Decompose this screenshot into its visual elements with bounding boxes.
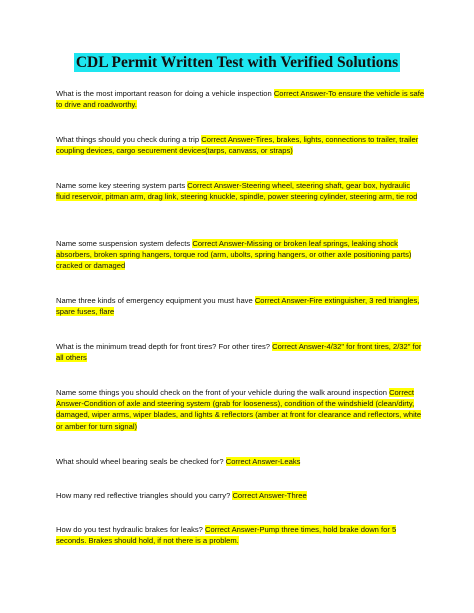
question-text: What is the most important reason for doing a vehicle inspection — [56, 89, 272, 98]
answer-text: Correct Answer-Leaks — [225, 457, 301, 466]
answer-text: Correct Answer-Three — [232, 491, 307, 500]
question-text: Name some suspension system defects — [56, 239, 191, 248]
qa-item — [56, 456, 426, 467]
question-text: Name some things you should check on the front of your vehicle during the walk around inspection — [56, 388, 387, 397]
qa-item — [56, 387, 426, 432]
question-text: Name three kinds of emergency equipment you must have — [56, 296, 253, 305]
answer-text: Correct Answer-4/32" for front tires, 2/32" for all others — [56, 342, 422, 363]
qa-item — [56, 524, 426, 546]
qa-item — [56, 295, 426, 317]
answer-text: Correct Answer-Missing or broken leaf springs, leaking shock absorbers, broken spring hangers, torque rod (arm, ubolts, spring hangers, or other axle positioning parts) cracked or damaged — [56, 239, 412, 271]
question-text: How do you test hydraulic brakes for leaks? — [56, 525, 203, 534]
answer-text: Correct Answer-To ensure the vehicle is safe to drive and roadworthy. — [56, 89, 425, 110]
qa-item — [56, 341, 426, 363]
question-text: What is the minimum tread depth for front tires? For other tires? — [56, 342, 270, 351]
qa-item — [56, 238, 426, 272]
answer-text: Correct Answer-Fire extinguisher, 3 red triangles, spare fuses, flare — [56, 296, 420, 317]
qa-item — [56, 88, 426, 110]
qa-item — [56, 180, 426, 202]
answer-text: Correct Answer-Condition of axle and steering system (grab for looseness), condition of the windshield (clean/dirty, damaged, wiper arms, wiper blades, and lights & reflectors (amber at front for clearance and reflectors, white or amber for turn signal) — [56, 388, 422, 431]
answer-text: Correct Answer-Steering wheel, steering shaft, gear box, hydraulic fluid reservoir, pitman arm, drag link, steering knuckle, spindle, power steering cylinder, steering arm, tie rod — [56, 181, 418, 202]
answer-text: Correct Answer-Tires, brakes, lights, connections to trailer, trailer coupling devices, cargo securement devices(tarps, canvass, or straps) — [56, 135, 419, 156]
answer-text: Correct Answer-Pump three times, hold brake down for 5 seconds. Brakes should hold, if not there is a problem. — [56, 525, 397, 546]
question-text: What things should you check during a trip — [56, 135, 200, 144]
question-text: Name some key steering system parts — [56, 181, 186, 190]
document-title: CDL Permit Written Test with Verified Solutions — [75, 54, 399, 71]
question-text: How many red reflective triangles should you carry? — [56, 491, 231, 500]
qa-item — [56, 490, 426, 501]
question-text: What should wheel bearing seals be checked for? — [56, 457, 224, 466]
title-container — [0, 53, 474, 72]
qa-item — [56, 134, 426, 156]
